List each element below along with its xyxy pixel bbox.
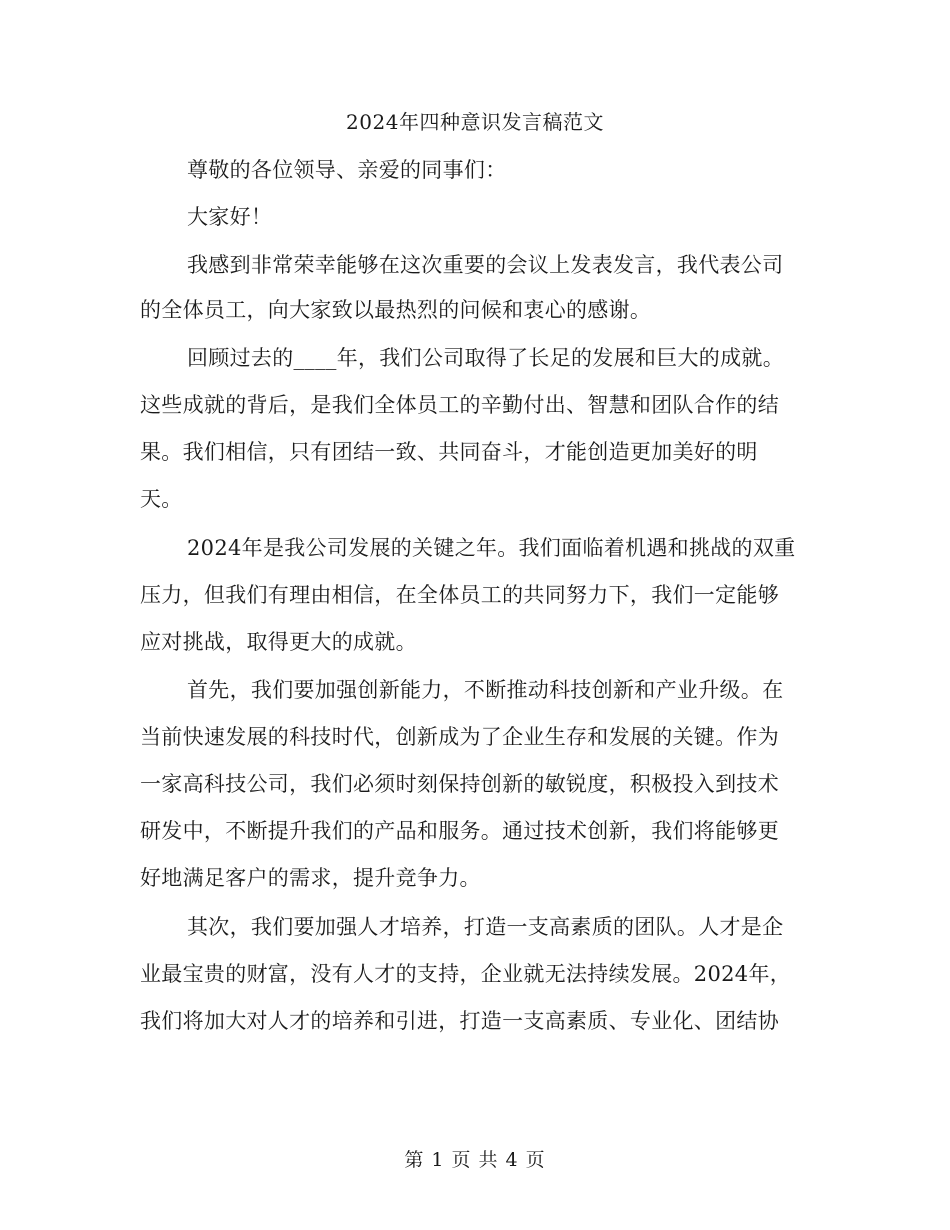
paragraph-line: 首先，我们要加强创新能力，不断推动科技创新和产业升级。在 — [187, 678, 784, 702]
paragraph-line: 2024年是我公司发展的关键之年。我们面临着机遇和挑战的双重 — [187, 536, 796, 560]
paragraph-line: 好地满足客户的需求，提升竞争力。 — [140, 866, 481, 890]
paragraph-line: 我感到非常荣幸能够在这次重要的会议上发表发言，我代表公司 — [187, 253, 784, 277]
paragraph-line: 果。我们相信，只有团结一致、共同奋斗，才能创造更加美好的明 — [140, 440, 758, 464]
salutation-line: 尊敬的各位领导、亲爱的同事们： — [187, 158, 507, 182]
document-title: 2024年四种意识发言稿范文 — [346, 110, 604, 134]
greeting-line: 大家好！ — [187, 205, 273, 229]
paragraph-line: 一家高科技公司，我们必须时刻保持创新的敏锐度，积极投入到技术 — [140, 772, 779, 796]
paragraph-line: 研发中，不断提升我们的产品和服务。通过技术创新，我们将能够更 — [140, 819, 779, 843]
paragraph-line: 当前快速发展的科技时代，创新成为了企业生存和发展的关键。作为 — [140, 725, 779, 749]
paragraph-line: 回顾过去的____年，我们公司取得了长足的发展和巨大的成就。 — [187, 346, 784, 370]
paragraph-line: 天。 — [140, 487, 183, 511]
paragraph-line: 的全体员工，向大家致以最热烈的问候和衷心的感谢。 — [140, 298, 652, 322]
paragraph-line: 压力，但我们有理由相信，在全体员工的共同努力下，我们一定能够 — [140, 583, 779, 607]
paragraph-line: 业最宝贵的财富，没有人才的支持，企业就无法持续发展。2024年， — [140, 962, 792, 986]
page-number: 第 1 页 共 4 页 — [404, 1149, 546, 1171]
paragraph-line: 其次，我们要加强人才培养，打造一支高素质的团队。人才是企 — [187, 915, 784, 939]
paragraph-line: 这些成就的背后，是我们全体员工的辛勤付出、智慧和团队合作的结 — [140, 393, 779, 417]
paragraph-line: 应对挑战，取得更大的成就。 — [140, 630, 417, 654]
paragraph-line: 我们将加大对人才的培养和引进，打造一支高素质、专业化、团结协 — [140, 1009, 779, 1033]
